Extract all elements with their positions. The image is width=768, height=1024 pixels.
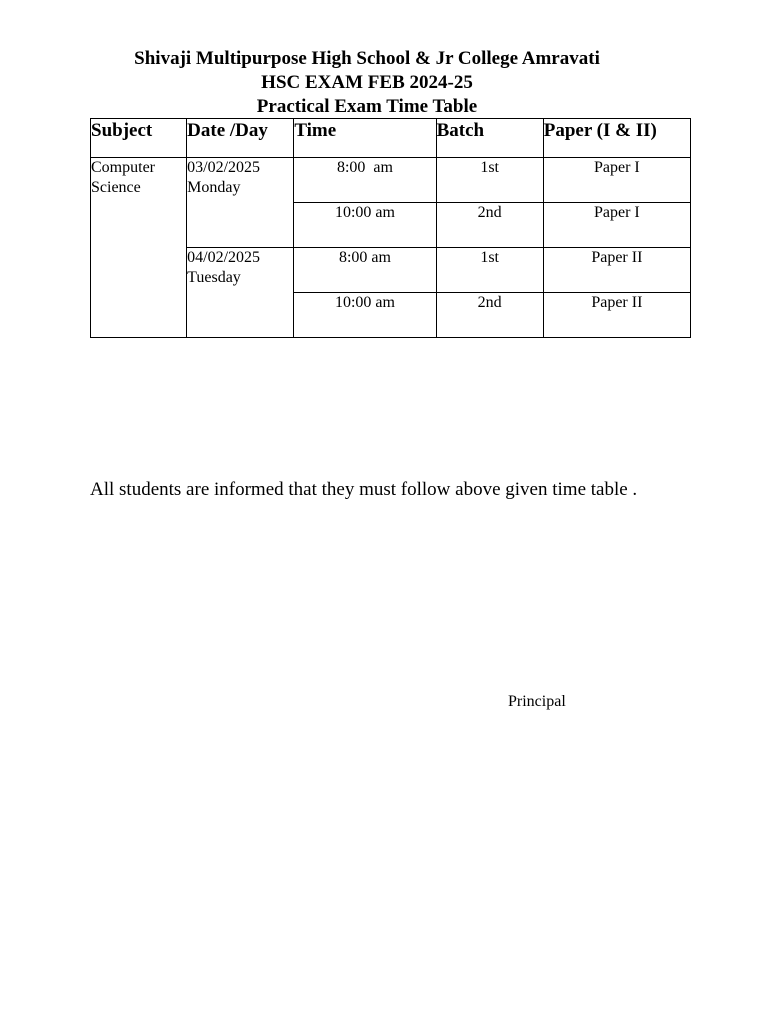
table-header-row <box>91 119 691 158</box>
time-value: 8:00 am <box>336 159 393 176</box>
time-cell <box>294 158 436 203</box>
column-header-paper: Paper (I & II) <box>543 119 690 158</box>
subject-cell <box>91 158 187 338</box>
timetable <box>90 118 691 338</box>
date-value: 04/02/2025 <box>187 249 261 266</box>
time-cell <box>294 293 436 338</box>
paper-cell: Paper I <box>543 203 690 248</box>
paper-cell: Paper I <box>543 158 690 203</box>
time-cell <box>294 248 436 293</box>
day-value: Monday <box>187 179 241 196</box>
subject-line-1: Computer <box>91 159 155 176</box>
subject-line-2: Science <box>91 179 141 196</box>
time-value: 8:00 am <box>338 249 391 266</box>
date-value: 03/02/2025 <box>187 159 261 176</box>
time-value: 10:00 am <box>334 294 395 311</box>
date-cell <box>187 158 294 248</box>
time-cell <box>294 203 436 248</box>
column-header-subject: Subject <box>91 119 187 158</box>
signature-principal: Principal <box>508 693 566 710</box>
table-row <box>91 158 691 203</box>
batch-cell: 2nd <box>436 293 543 338</box>
batch-cell: 1st <box>436 158 543 203</box>
date-cell <box>187 248 294 338</box>
column-header-time: Time <box>294 119 436 158</box>
notice-text: All students are informed that they must follow above given time table . <box>90 479 638 500</box>
school-name: Shivaji Multipurpose High School & Jr College Amravati <box>134 48 600 69</box>
paper-cell: Paper II <box>543 248 690 293</box>
paper-cell: Paper II <box>543 293 690 338</box>
column-header-batch: Batch <box>436 119 543 158</box>
exam-title: HSC EXAM FEB 2024-25 <box>261 72 473 93</box>
batch-cell: 2nd <box>436 203 543 248</box>
day-value: Tuesday <box>187 269 241 286</box>
batch-cell: 1st <box>436 248 543 293</box>
column-header-date: Date /Day <box>187 119 294 158</box>
page-title: Practical Exam Time Table <box>256 96 478 117</box>
time-value: 10:00 am <box>334 204 395 221</box>
